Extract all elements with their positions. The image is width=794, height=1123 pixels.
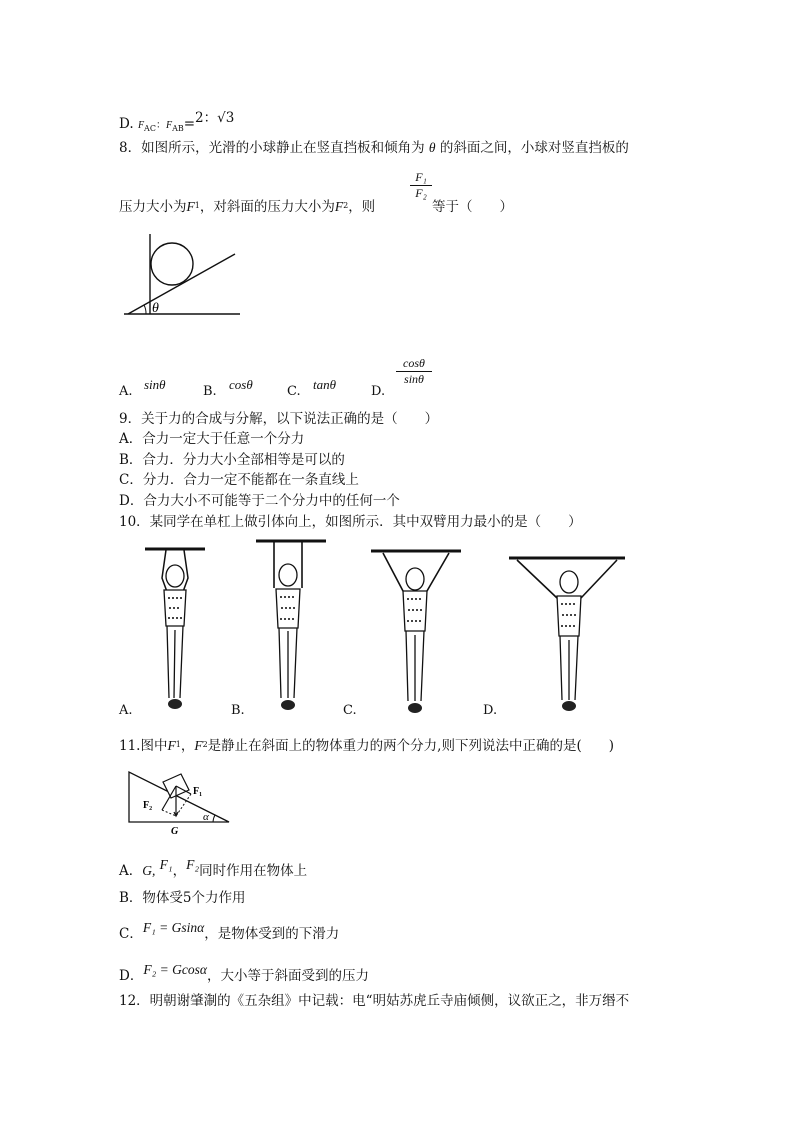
q11-stem	[119, 737, 614, 760]
q11-c-prefix: C．	[119, 926, 143, 942]
q8-opt-d-den: sinθ	[396, 371, 432, 387]
q8-option-d	[371, 384, 385, 399]
q8-stem-end	[432, 198, 513, 216]
q11-f1-sub: 1	[175, 740, 181, 749]
q8-text-b: 的斜面之间，小球对竖直挡板的	[439, 140, 629, 156]
q11-f2-sub: 2	[202, 740, 208, 749]
q7-f-ab-sub: AB	[172, 124, 184, 133]
q11-f1: F	[167, 738, 176, 753]
q8-f2: F	[334, 199, 344, 214]
fig-g-label: G	[171, 826, 179, 837]
q10-figure-a	[140, 538, 230, 718]
q8-option-b	[203, 384, 217, 399]
q8-frac-den: F₂	[410, 185, 432, 201]
q8-text-d: ，对斜面的压力大小为	[199, 199, 335, 215]
q10-figure-d	[505, 548, 630, 718]
q8-opt-b-label: B.	[203, 384, 217, 399]
q8-option-c-value: tanθ	[313, 377, 336, 392]
fig-f1-label: F₁	[193, 786, 203, 797]
q8-opt-d-num: cosθ	[403, 356, 425, 370]
q8-option-d-fraction	[396, 356, 432, 387]
q11-a-g: G,	[142, 863, 156, 878]
q7-root: √3	[217, 110, 235, 126]
q11-c-formula: F₁ = Gsinα	[142, 920, 205, 935]
q10-label-b: B.	[231, 703, 245, 718]
q12-stem: 12．明朝谢肇淛的《五杂组》中记载：电“明姑苏虎丘寺庙倾侧，议欲正之，非万缗不	[119, 993, 630, 1009]
q11-figure	[125, 766, 235, 838]
q11-c-text: ，是物体受到的下滑力	[204, 926, 340, 942]
q7-f-ac-sub: AC	[144, 124, 156, 133]
q11-d-prefix: D．	[119, 968, 144, 984]
angle-label: θ	[152, 301, 159, 316]
q10-stem: 10．某同学在单杠上做引体向上，如图所示．其中双臂用力最小的是（ ）	[119, 514, 582, 530]
q8-text-e: ，则	[348, 199, 376, 215]
q8-f1-sub: 1	[194, 201, 200, 210]
ball	[151, 243, 193, 285]
q11-a-prefix: A．	[119, 863, 143, 879]
q11-a-f1: F₁	[159, 857, 173, 872]
q11-text-a: 11.图中	[119, 738, 168, 754]
q8-text-c: 压力大小为	[119, 199, 187, 215]
q9-option-c: C．分力．合力一定不能都在一条直线上	[119, 472, 359, 488]
q7-colon: ：	[155, 120, 166, 131]
angle-arc	[144, 305, 146, 314]
q11-option-b: B．物体受5个力作用	[119, 890, 246, 906]
q11-a-comma: ，	[172, 863, 187, 879]
q8-figure	[120, 230, 250, 322]
q8-text-f: 等于（ ）	[432, 199, 513, 215]
q7-option-d	[119, 110, 235, 138]
q7-f-ac: F	[137, 120, 145, 131]
q9-stem: 9．关于力的合成与分解，以下说法正确的是（ ）	[119, 411, 439, 427]
q10-label-d: D.	[483, 703, 498, 718]
q11-f2: F	[194, 738, 203, 753]
q8-theta: θ	[428, 140, 436, 155]
q8-fraction	[410, 170, 432, 201]
q11-a-f2: F₂	[186, 857, 200, 872]
q8-opt-d-label: D.	[371, 384, 386, 399]
q11-d-formula: F₂ = Gcosα	[143, 962, 207, 977]
q8-f1: F	[186, 199, 195, 214]
q11-comma: ，	[180, 738, 195, 754]
q8-option-b-value: cosθ	[229, 377, 253, 392]
q8-stem-line1	[119, 139, 629, 157]
q10-label-c: C.	[343, 703, 357, 718]
q8-option-a	[119, 384, 133, 399]
q9-option-b: B．合力．分力大小全部相等是可以的	[119, 452, 345, 468]
q10-figure-c	[365, 543, 465, 718]
q9-option-a: A．合力一定大于任意一个分力	[119, 431, 305, 447]
q8-opt-a-label: A.	[119, 384, 133, 399]
q8-f2-sub: 2	[343, 201, 349, 210]
q7-equals: =	[183, 116, 196, 132]
fig-f2-label: F₂	[143, 800, 153, 811]
q11-text-b: 是静止在斜面上的物体重力的两个分力,则下列说法中正确的是( )	[207, 738, 614, 754]
q11-a-text: 同时作用在物体上	[199, 863, 308, 879]
q7-ratio: 2：	[195, 110, 218, 126]
q11-option-a	[119, 857, 308, 880]
q8-option-a-value: sinθ	[144, 377, 166, 392]
q8-text-a: 8．如图所示，光滑的小球静止在竖直挡板和倾角为	[119, 140, 425, 156]
q8-opt-c-label: C.	[287, 384, 301, 399]
q9-option-d: D．合力大小不可能等于二个分力中的任何一个	[119, 493, 400, 509]
q8-stem-line2	[119, 198, 375, 221]
q10-figure-b	[250, 533, 340, 718]
fig-alpha-label: α	[203, 811, 209, 823]
q8-option-c	[287, 384, 301, 399]
q11-d-text: ，大小等于斜面受到的压力	[206, 968, 369, 984]
q8-frac-num: F₁	[415, 170, 427, 184]
q10-label-a: A.	[119, 703, 133, 718]
q7-f-ab: F	[165, 120, 173, 131]
q11-option-c	[119, 920, 340, 943]
option-label: D.	[119, 116, 134, 132]
q11-option-d	[119, 962, 369, 985]
